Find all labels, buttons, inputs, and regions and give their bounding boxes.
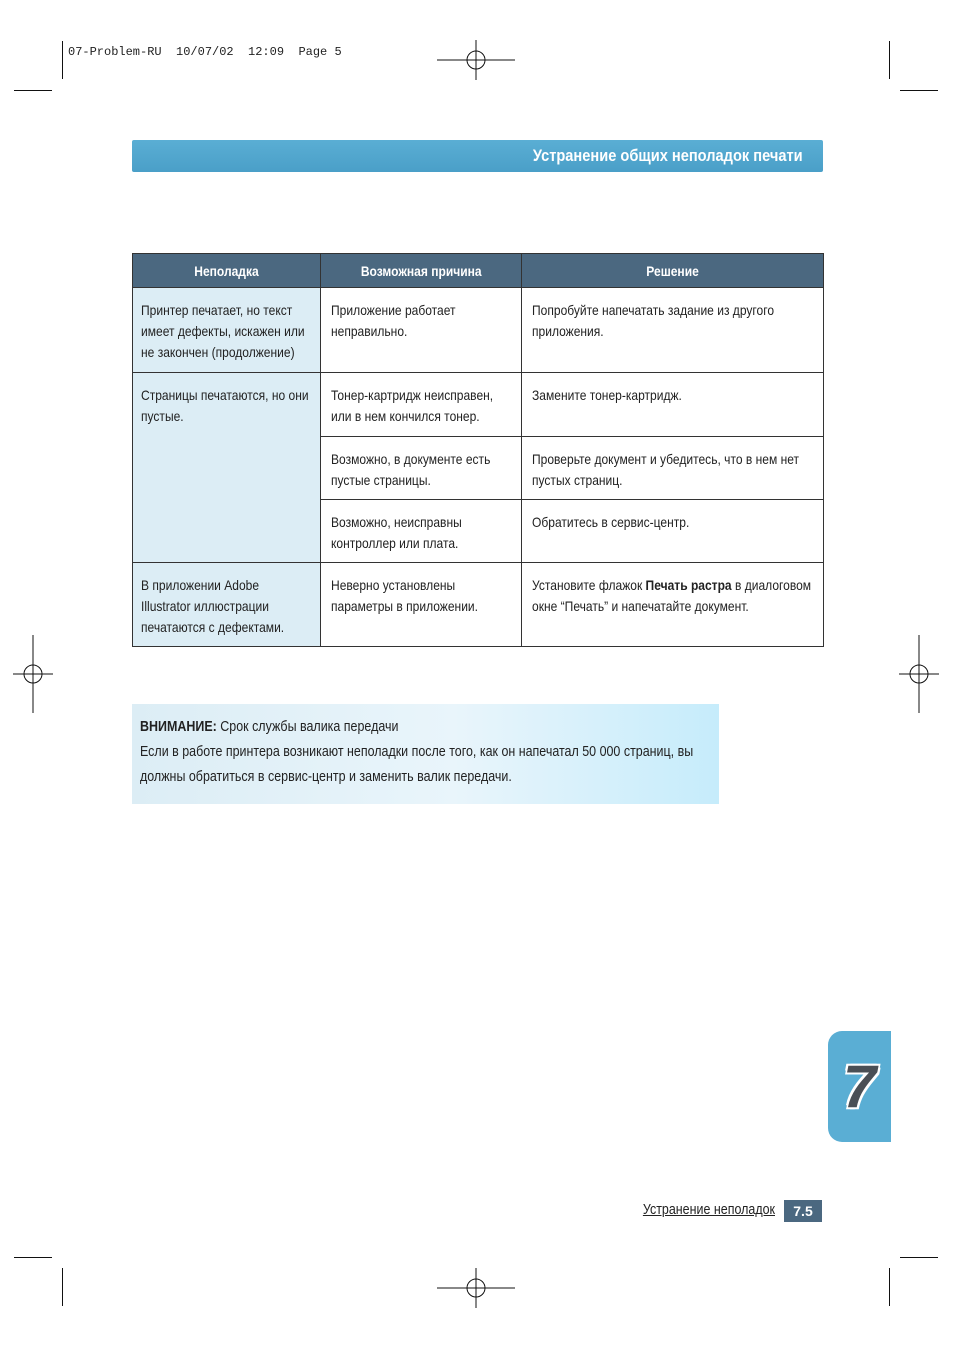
- solution-cell: Обратитесь в сервис-центр.: [522, 500, 824, 563]
- problem-cell: В приложении Adobe Illustrator иллюстрации печатаются с дефектами.: [133, 563, 321, 647]
- column-header-cause: Возможная причина: [321, 254, 522, 288]
- registration-mark-icon: [899, 635, 939, 713]
- print-slug: 07-Problem-RU 10/07/02 12:09 Page 5: [68, 45, 342, 59]
- solution-cell: Замените тонер-картридж.: [522, 373, 824, 437]
- note-heading: ВНИМАНИЕ: Срок службы валика передачи: [140, 719, 399, 735]
- table-row: [133, 563, 824, 647]
- cause-cell: Возможно, в документе есть пустые страницы.: [321, 437, 522, 500]
- registration-mark-icon: [437, 40, 515, 80]
- solution-cell: Установите флажок Печать растра в диалоговом окне “Печать” и напечатайте документ.: [522, 563, 824, 647]
- page-number: 7.5: [784, 1200, 822, 1222]
- chapter-number: 7: [842, 1053, 877, 1120]
- cause-cell: Тонер-картридж неисправен, или в нем кончился тонер.: [321, 373, 522, 437]
- table-row: [133, 373, 824, 437]
- solution-cell: Проверьте документ и убедитесь, что в нем нет пустых страниц.: [522, 437, 824, 500]
- solution-cell: Попробуйте напечатать задание из другого приложения.: [522, 288, 824, 373]
- section-header-banner: [132, 140, 823, 172]
- problem-cell: Принтер печатает, но текст имеет дефекты, искажен или не закончен (продолжение): [133, 288, 321, 373]
- table-row: [133, 288, 824, 373]
- chapter-tab: [828, 1031, 891, 1142]
- column-header-solution: Решение: [522, 254, 824, 288]
- note-label: ВНИМАНИЕ:: [140, 719, 217, 735]
- table-header-row: [133, 254, 824, 288]
- page-title: Устранение общих неполадок печати: [533, 146, 803, 165]
- troubleshooting-table: [132, 253, 824, 647]
- column-header-problem: Неполадка: [133, 254, 321, 288]
- registration-mark-icon: [437, 1268, 515, 1308]
- option-name: Печать растра: [645, 577, 732, 593]
- note-text-line: Если в работе принтера возникают неполадки после того, как он напечатал 50 000 страниц, вы: [140, 744, 694, 760]
- cause-cell: Неверно установлены параметры в приложении.: [321, 563, 522, 647]
- caution-note: [132, 704, 719, 804]
- problem-cell: Страницы печатаются, но они пустые.: [133, 373, 321, 563]
- registration-mark-icon: [13, 635, 53, 713]
- footer-section-title: Устранение неполадок: [642, 1202, 775, 1218]
- cause-cell: Приложение работает неправильно.: [321, 288, 522, 373]
- note-text-line: должны обратиться в сервис-центр и заменить валик передачи.: [140, 769, 512, 785]
- cause-cell: Возможно, неисправны контроллер или плата.: [321, 500, 522, 563]
